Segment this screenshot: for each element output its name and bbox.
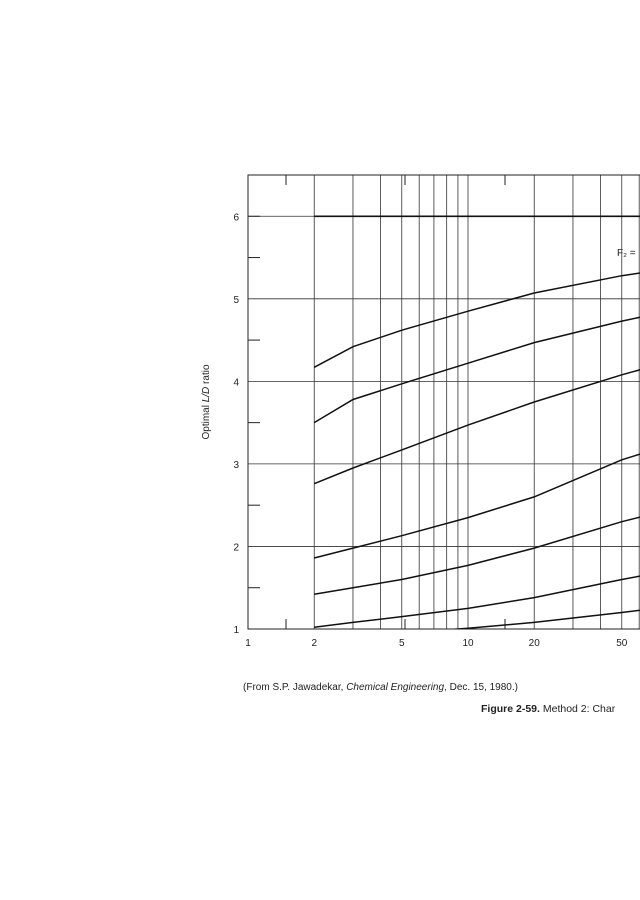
grid-lines	[248, 175, 640, 629]
y-tick-label: 1	[233, 625, 239, 636]
y-tick-label: 3	[233, 459, 239, 471]
x-tick-label: 1	[245, 638, 251, 649]
y-axis-label: Optimal L/D ratio	[201, 364, 212, 440]
series-curve	[314, 439, 640, 558]
x-tick-label: 2	[311, 638, 318, 649]
series-curve	[314, 357, 640, 484]
x-tick-label: 10	[462, 638, 474, 649]
source-prefix: (From S.P. Jawadekar,	[243, 682, 347, 693]
figure-caption-text: Method 2: Char	[539, 703, 616, 715]
series-curve	[314, 505, 640, 594]
tick-labels	[233, 212, 627, 649]
y-tick-label: 6	[233, 212, 239, 224]
y-tick-label: 2	[233, 542, 239, 554]
x-tick-label: 5	[398, 638, 405, 649]
curves	[314, 216, 640, 641]
plot-frame	[248, 175, 640, 629]
series-curve	[314, 266, 640, 368]
source-note	[243, 682, 518, 693]
figure-caption	[481, 703, 615, 715]
curve-label: F₂ =	[617, 248, 636, 259]
source-suffix: , Dec. 15, 1980.)	[444, 682, 518, 693]
x-tick-label: 50	[616, 638, 628, 649]
series-curve	[314, 604, 640, 641]
y-tick-label: 5	[233, 294, 239, 306]
axis-ticks	[248, 175, 505, 629]
y-tick-label: 4	[233, 377, 239, 389]
series-curve	[314, 567, 640, 627]
source-journal: Chemical Engineering	[346, 682, 445, 693]
x-tick-label: 20	[528, 638, 540, 649]
figure-number: Figure 2-59.	[481, 703, 540, 715]
series-curve	[314, 307, 640, 423]
